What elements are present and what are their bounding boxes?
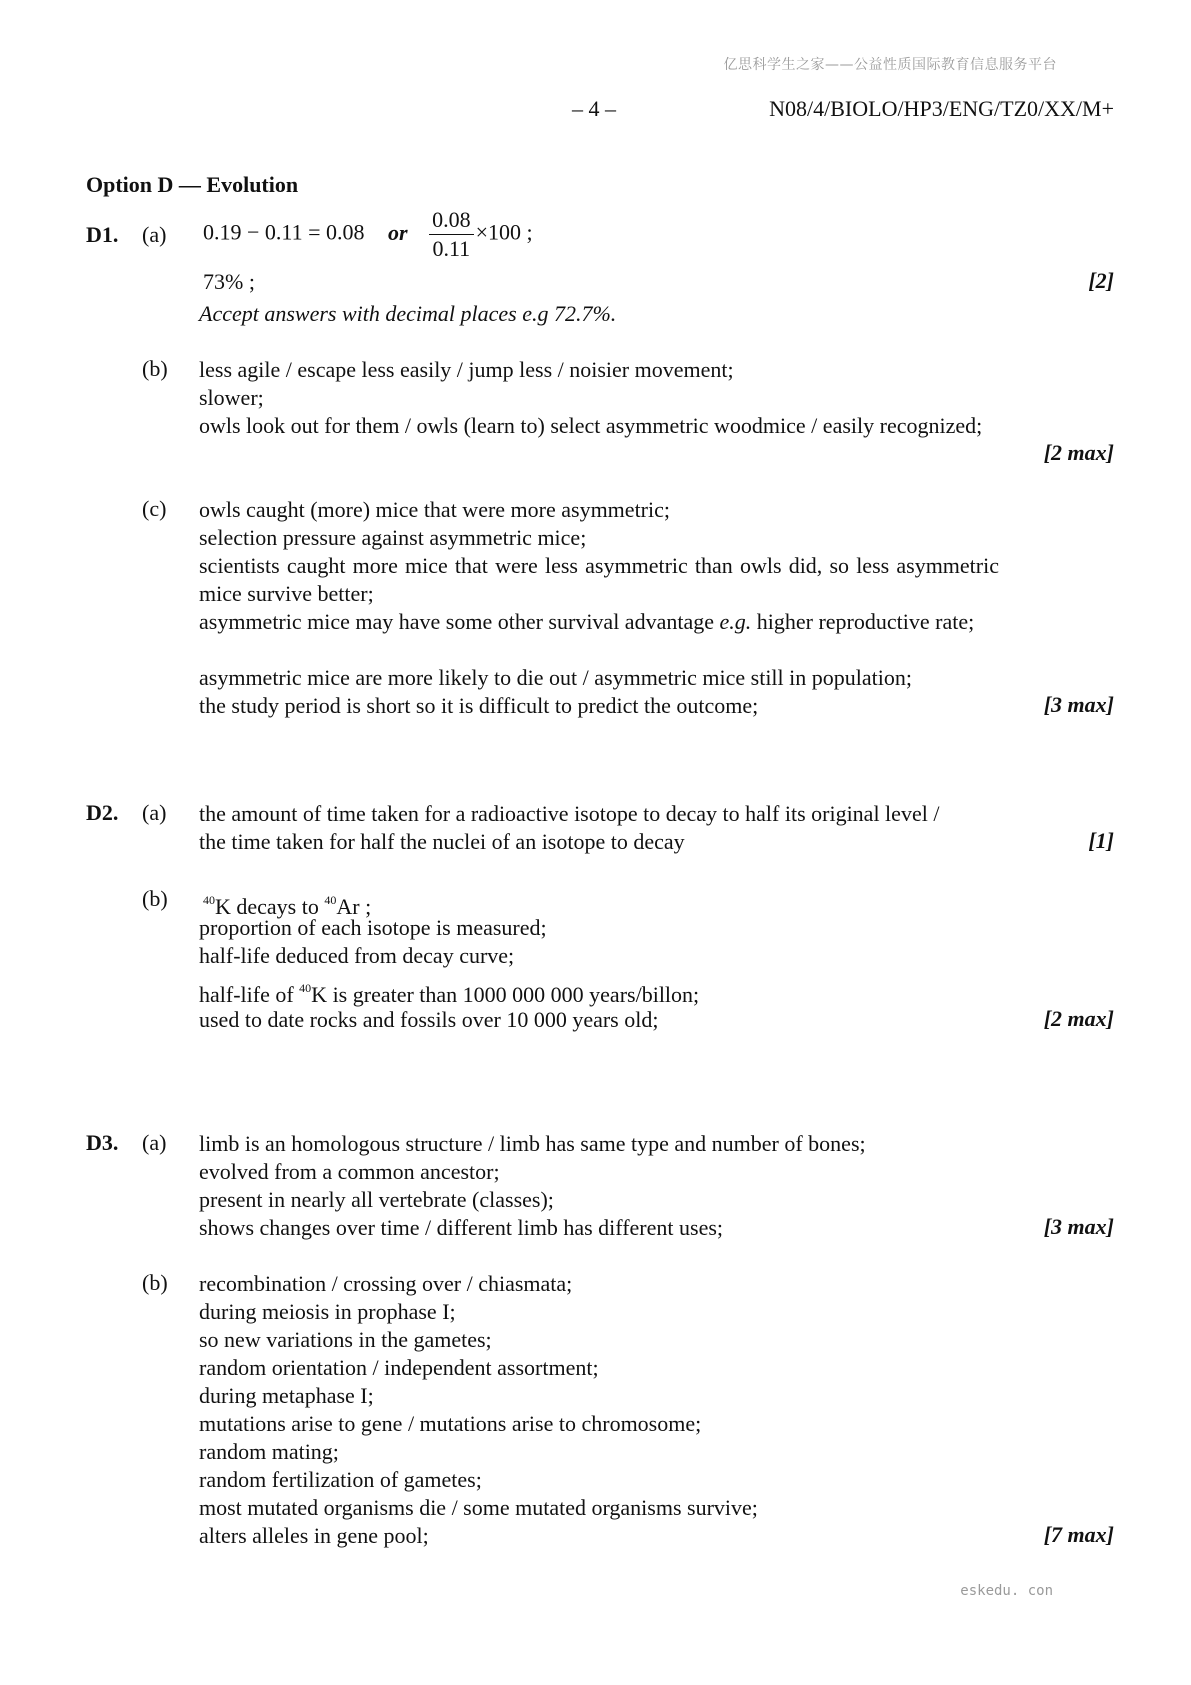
d3a-line-3: present in nearly all vertebrate (classes); [199,1187,554,1212]
d1a-answer: 73% ; [203,269,255,294]
footer-site-mark: eskedu. con [960,1583,1053,1599]
question-label-d1: D1. [86,222,119,247]
d3b-line-2: during meiosis in prophase I; [199,1299,456,1324]
d3a-line-2: evolved from a common ancestor; [199,1159,500,1184]
marks-d3b: [7 max] [1043,1522,1114,1547]
d3b-line-5: during metaphase I; [199,1383,374,1408]
d1a-expression: 0.19 − 0.11 = 0.08 [203,219,365,245]
d2a-line-1: the amount of time taken for a radioactive isotope to decay to half its original level / [199,801,940,826]
page-number: – 4 – [572,96,616,121]
d3b-line-6: mutations arise to gene / mutations arise to chromosome; [199,1411,702,1436]
d1c-line-4-pre: asymmetric mice may have some other survival advantage [199,609,720,634]
part-label-d1b: (b) [142,356,168,381]
marks-d2a: [1] [1088,828,1114,853]
d3a-line-4: shows changes over time / different limb has different uses; [199,1215,724,1240]
d1c-line-3: scientists caught more mice that were less asymmetric than owls did, so less asymmetric mice survive better; [199,553,999,606]
d1c-line-2: selection pressure against asymmetric mice; [199,525,587,550]
d2b-line-5: used to date rocks and fossils over 10 000 years old; [199,1007,659,1032]
paper-code: N08/4/BIOLO/HP3/ENG/TZ0/XX/M+ [769,96,1114,121]
marks-d3a: [3 max] [1043,1214,1114,1239]
d3b-line-7: random mating; [199,1439,339,1464]
marks-d1b: [2 max] [1043,440,1114,465]
d1a-note: Accept answers with decimal places e.g 72.7%. [199,301,617,326]
d2b-line-4-post: is greater than 1000 000 000 years/billon; [327,982,700,1007]
part-label-d1c: (c) [142,496,167,521]
d1c-line-6: the study period is short so it is difficult to predict the outcome; [199,693,759,718]
d3b-line-1: recombination / crossing over / chiasmata; [199,1271,573,1296]
part-label-d1a: (a) [142,222,167,247]
potassium-symbol-2: K [311,982,328,1007]
ar40-mass-number: 40 [324,893,337,907]
d1a-fraction [429,206,474,263]
marks-d1c: [3 max] [1043,692,1114,717]
marks-d2b: [2 max] [1043,1006,1114,1031]
d1a-fraction-tail: ×100 ; [475,219,533,245]
d2b-line-3: half-life deduced from decay curve; [199,943,515,968]
d1c-line-4-em: e.g. [719,609,752,634]
k40-mass-number-2: 40 [299,981,312,995]
d1c-line-4 [199,608,999,636]
watermark-text: 亿思科学生之家——公益性质国际教育信息服务平台 [723,57,1057,73]
question-label-d3: D3. [86,1130,119,1155]
d1b-line-1: less agile / escape less easily / jump less / noisier movement; [199,357,734,382]
d3a-line-1: limb is an homologous structure / limb has same type and number of bones; [199,1131,866,1156]
d3b-line-9: most mutated organisms die / some mutated organisms survive; [199,1495,758,1520]
d1c-line-1: owls caught (more) mice that were more asymmetric; [199,497,670,522]
d3b-line-3: so new variations in the gametes; [199,1327,492,1352]
d3b-line-10: alters alleles in gene pool; [199,1523,429,1548]
decays-to-text: decays to [230,894,325,919]
part-label-d3a: (a) [142,1130,167,1155]
d1a-fraction-numerator: 0.08 [429,206,474,235]
d1a-calculation [203,206,533,263]
marks-d1a: [2] [1088,268,1114,293]
d1b-line-3: owls look out for them / owls (learn to) select asymmetric woodmice / easily recognized; [199,413,983,438]
potassium-symbol: K [215,894,231,919]
d1c-line-4-post: higher reproductive rate; [751,609,975,634]
argon-symbol: Ar ; [336,894,372,919]
k40-mass-number: 40 [203,893,215,907]
part-label-d2b: (b) [142,886,168,911]
d2b-line-4-pre: half-life of [199,982,300,1007]
question-label-d2: D2. [86,800,119,825]
d2b-line-4 [199,974,699,1009]
section-title: Option D — Evolution [86,172,299,197]
d2a-line-2: the time taken for half the nuclei of an isotope to decay [199,829,685,854]
d1b-line-2: slower; [199,385,264,410]
d1c-line-5: asymmetric mice are more likely to die out / asymmetric mice still in population; [199,665,912,690]
d3b-line-4: random orientation / independent assortment; [199,1355,599,1380]
d3b-line-8: random fertilization of gametes; [199,1467,482,1492]
d2b-line-2: proportion of each isotope is measured; [199,915,547,940]
d1a-fraction-denominator: 0.11 [432,236,471,261]
part-label-d3b: (b) [142,1270,168,1295]
part-label-d2a: (a) [142,800,167,825]
d1a-or: or [388,219,408,245]
